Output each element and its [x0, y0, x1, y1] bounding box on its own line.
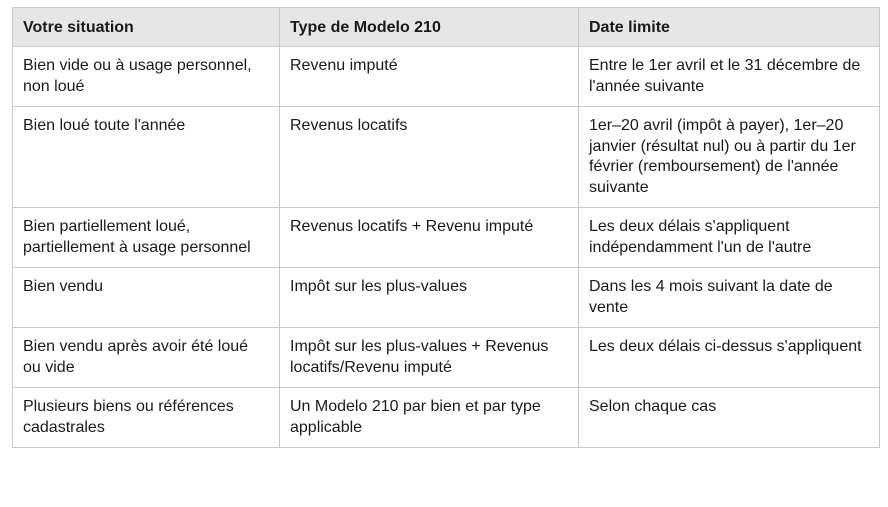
- cell-modelo-type: Impôt sur les plus-values: [280, 268, 579, 328]
- cell-deadline: 1er–20 avril (impôt à payer), 1er–20 janvier (résultat nul) ou à partir du 1er février (remboursement) de l'année suivante: [579, 107, 880, 208]
- table-body: [13, 47, 880, 448]
- deadlines-table: [12, 7, 880, 448]
- cell-modelo-type: Revenus locatifs + Revenu imputé: [280, 208, 579, 268]
- cell-modelo-type: Impôt sur les plus-values + Revenus locatifs/Revenu imputé: [280, 328, 579, 388]
- table-row: [13, 47, 880, 107]
- header-cell-deadline: Date limite: [579, 8, 880, 47]
- table-row: [13, 208, 880, 268]
- table-row: [13, 388, 880, 448]
- table-container: [12, 7, 879, 448]
- cell-situation: Bien vide ou à usage personnel, non loué: [13, 47, 280, 107]
- header-cell-modelo-type: Type de Modelo 210: [280, 8, 579, 47]
- header-cell-situation: Votre situation: [13, 8, 280, 47]
- table-header: [13, 8, 880, 47]
- cell-deadline: Entre le 1er avril et le 31 décembre de l'année suivante: [579, 47, 880, 107]
- cell-situation: Bien vendu: [13, 268, 280, 328]
- header-row: [13, 8, 880, 47]
- table-row: [13, 107, 880, 208]
- cell-situation: Bien loué toute l'année: [13, 107, 280, 208]
- cell-modelo-type: Revenus locatifs: [280, 107, 579, 208]
- cell-deadline: Les deux délais s'appliquent indépendamment l'un de l'autre: [579, 208, 880, 268]
- table-row: [13, 328, 880, 388]
- cell-deadline: Les deux délais ci-dessus s'appliquent: [579, 328, 880, 388]
- cell-deadline: Dans les 4 mois suivant la date de vente: [579, 268, 880, 328]
- cell-situation: Bien partiellement loué, partiellement à usage personnel: [13, 208, 280, 268]
- cell-situation: Bien vendu après avoir été loué ou vide: [13, 328, 280, 388]
- cell-situation: Plusieurs biens ou références cadastrales: [13, 388, 280, 448]
- cell-modelo-type: Un Modelo 210 par bien et par type applicable: [280, 388, 579, 448]
- cell-deadline: Selon chaque cas: [579, 388, 880, 448]
- table-row: [13, 268, 880, 328]
- cell-modelo-type: Revenu imputé: [280, 47, 579, 107]
